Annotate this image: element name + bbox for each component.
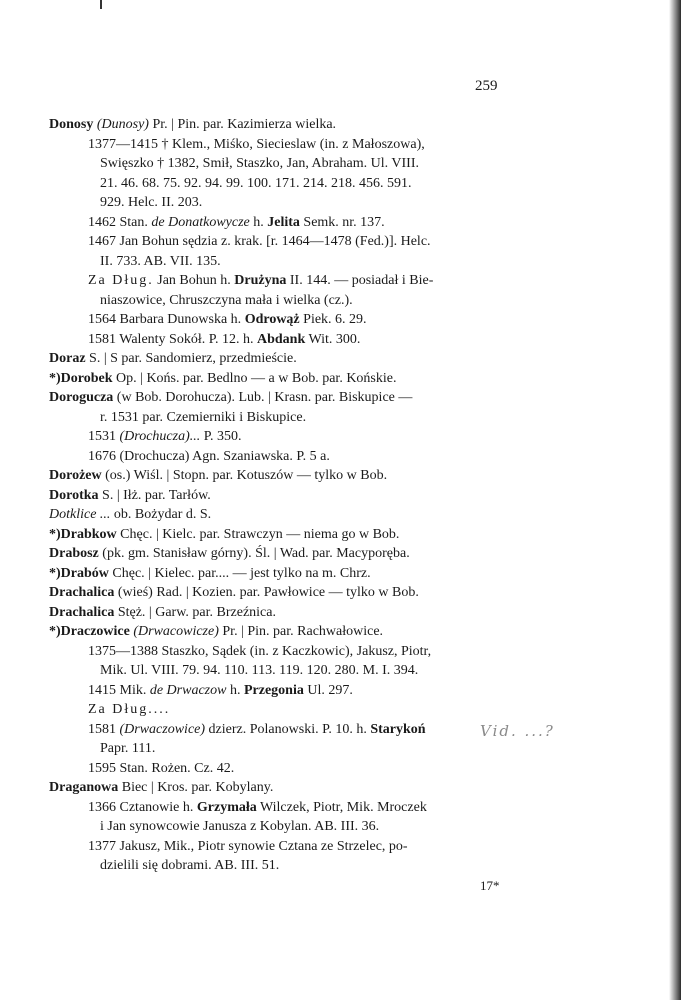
handwritten-marginal-note: Vid. ...? xyxy=(480,722,555,740)
entry-text: S. | S par. Sandomierz, przedmieście. xyxy=(89,351,297,366)
entry-line: Mik. Ul. VIII. 79. 94. 110. 113. 119. 120. 280. M. I. 394. xyxy=(100,663,419,678)
entry-text: S. | Iłż. par. Tarłów. xyxy=(102,487,211,503)
entry-line xyxy=(49,681,501,701)
entry-headword: Dotklice ... xyxy=(49,507,111,522)
text-run: 1415 Mik. xyxy=(88,682,150,698)
entry-text: (wieś) Rad. | Kozien. par. Pawłowice — tylko w Bob. xyxy=(117,585,419,600)
entry-line xyxy=(49,486,501,506)
entry-line: r. 1531 par. Czemierniki i Biskupice. xyxy=(100,409,307,425)
entry-line xyxy=(49,310,501,330)
entry-text: Chęc. | Kielc. par. Strawczyn — niema go w Bob. xyxy=(120,526,400,542)
entry-headword: Drachalica xyxy=(49,604,115,620)
scan-mark xyxy=(100,0,102,9)
text-run: II. 144. — posiadał i Bie- xyxy=(286,273,434,288)
entry-text: Chęc. | Kielec. par.... — jest tylko na m. Chrz. xyxy=(112,565,371,581)
entry-line: dzielili się dobrami. AB. III. 51. xyxy=(100,858,280,873)
text-run: 1462 Stan. xyxy=(88,214,152,230)
text-run: Jan Bohun h. xyxy=(153,273,235,288)
entry-line xyxy=(49,603,501,623)
entry-headword: Donosy xyxy=(49,117,94,132)
entry-line xyxy=(49,544,501,564)
entry-line: Swięszko † 1382, Smił, Staszko, Jan, Abraham. Ul. VIII. xyxy=(100,156,419,171)
italic-run: de Donatkowycze xyxy=(151,214,250,230)
entry-line: 21. 46. 68. 75. 92. 94. 99. 100. 171. 214. 218. 456. 591. xyxy=(100,175,412,191)
entry-headword: *)Draczowice xyxy=(49,624,130,639)
entry-line xyxy=(49,271,501,291)
text-run: 1581 xyxy=(88,721,120,737)
entry-headword: Dorogucza xyxy=(49,390,114,405)
entry-headword: Doraz xyxy=(49,351,86,366)
text-run: 1531 xyxy=(88,429,120,444)
coat-of-arms-name: Jelita xyxy=(267,214,300,230)
entry-line: i Jan synowcowie Janusza z Kobylan. AB. III. 36. xyxy=(100,819,380,834)
entry-line: 1467 Jan Bohun sędzia z. krak. [r. 1464—1478 (Fed.)]. Helc. xyxy=(88,234,431,249)
text-run: Wit. 300. xyxy=(305,331,361,347)
text-run: 1581 Walenty Sokół. P. 12. h. xyxy=(88,331,257,347)
entry-text: (w Bob. Dorohucza). Lub. | Krasn. par. Biskupice — xyxy=(116,390,413,405)
entry-text: (os.) Wiśl. | Stopn. par. Kotuszów — tylko w Bob. xyxy=(105,468,388,483)
entry-text: Pr. | Pin. par. Rachwałowice. xyxy=(218,624,384,639)
text-run: Piek. 6. 29. xyxy=(299,312,367,327)
dictionary-text xyxy=(49,115,501,876)
entry-line: 1375—1388 Staszko, Sądek (in. z Kaczkowic), Jakusz, Piotr, xyxy=(88,643,432,659)
entry-line xyxy=(49,115,501,135)
italic-run: de Drwaczow xyxy=(149,682,227,698)
entry-headword: Drachalica xyxy=(49,585,115,600)
entry-line xyxy=(49,213,501,233)
coat-of-arms-name: Abdank xyxy=(256,331,306,347)
entry-text: Pr. | Pin. par. Kazimierza wielka. xyxy=(152,117,337,132)
entry-line xyxy=(49,388,501,408)
entry-line: 1595 Stan. Rożen. Cz. 42. xyxy=(88,760,235,776)
book-spine-shadow xyxy=(669,0,681,1000)
entry-headword: Dorotka xyxy=(49,487,99,503)
entry-line: 1377 Jakusz, Mik., Piotr synowie Cztana ze Strzelec, po- xyxy=(88,838,408,854)
entry-line: 1676 (Drochucza) Agn. Szaniawska. P. 5 a. xyxy=(88,448,330,464)
entry-line xyxy=(49,466,501,486)
text-run: Wilczek, Piotr, Mik. Mroczek xyxy=(256,799,427,815)
text-run: h. xyxy=(226,682,244,698)
entry-variant: (Dunosy) xyxy=(96,117,149,132)
entry-text: Op. | Końs. par. Bedlno — a w Bob. par. Końskie. xyxy=(116,370,397,386)
entry-line xyxy=(49,330,501,350)
entry-line xyxy=(49,564,501,584)
entry-line: II. 733. AB. VII. 135. xyxy=(100,253,221,269)
text-run: P. 350. xyxy=(200,429,242,444)
entry-text: Biec | Kros. par. Kobylany. xyxy=(121,780,274,795)
spaced-label: Za Dług. xyxy=(88,273,154,288)
entry-headword: Dorożew xyxy=(49,468,102,483)
entry-text: ob. Bożydar d. S. xyxy=(110,507,212,522)
coat-of-arms-name: Przegonia xyxy=(243,682,304,698)
coat-of-arms-name: Drużyna xyxy=(234,273,287,288)
entry-line: Papr. 111. xyxy=(100,741,156,756)
entry-line xyxy=(49,583,501,603)
entry-headword: *)Drabkow xyxy=(49,526,117,542)
coat-of-arms-name: Odrowąż xyxy=(244,312,300,327)
entry-line xyxy=(49,622,501,642)
italic-run: (Drochucza)... xyxy=(119,429,201,444)
text-run: 1564 Barbara Dunowska h. xyxy=(88,312,245,327)
printer-signature: 17* xyxy=(480,878,500,893)
entry-headword: *)Drabów xyxy=(49,565,109,581)
text-run: 1366 Cztanowie h. xyxy=(88,799,197,815)
entry-line xyxy=(49,427,501,447)
entry-headword: Draganowa xyxy=(49,780,119,795)
entry-text: Stęż. | Garw. par. Brzeźnica. xyxy=(117,604,276,620)
text-run: dzierz. Polanowski. P. 10. h. xyxy=(205,721,371,737)
entry-line xyxy=(49,525,501,545)
coat-of-arms-name: Grzymała xyxy=(196,799,257,815)
entry-line: 929. Helc. II. 203. xyxy=(100,195,203,210)
entry-line xyxy=(49,505,501,525)
entry-line: 1377—1415 † Klem., Miśko, Siecieslaw (in. z Małoszowa), xyxy=(88,136,425,152)
entry-line xyxy=(49,369,501,389)
entry-line xyxy=(49,778,501,798)
entry-variant: (Drwacowicze) xyxy=(133,624,219,639)
coat-of-arms-name: Starykoń xyxy=(370,721,426,737)
text-run: Ul. 297. xyxy=(303,682,353,698)
text-run: Semk. nr. 137. xyxy=(299,214,385,230)
entry-headword: Drabosz xyxy=(49,546,99,561)
entry-line xyxy=(49,720,501,740)
entry-line xyxy=(49,798,501,818)
entry-text: (pk. gm. Stanisław górny). Śl. | Wad. par. Macyporęba. xyxy=(102,546,410,561)
entry-line: niaszowice, Chruszczyna mała i wielka (cz.). xyxy=(100,292,353,308)
entry-headword: *)Dorobek xyxy=(49,370,113,386)
italic-run: (Drwaczowice) xyxy=(119,721,206,737)
entry-line: Za Dług.... xyxy=(88,702,171,717)
entry-line xyxy=(49,349,501,369)
text-run: h. xyxy=(249,214,268,230)
page-number: 259 xyxy=(475,78,498,94)
